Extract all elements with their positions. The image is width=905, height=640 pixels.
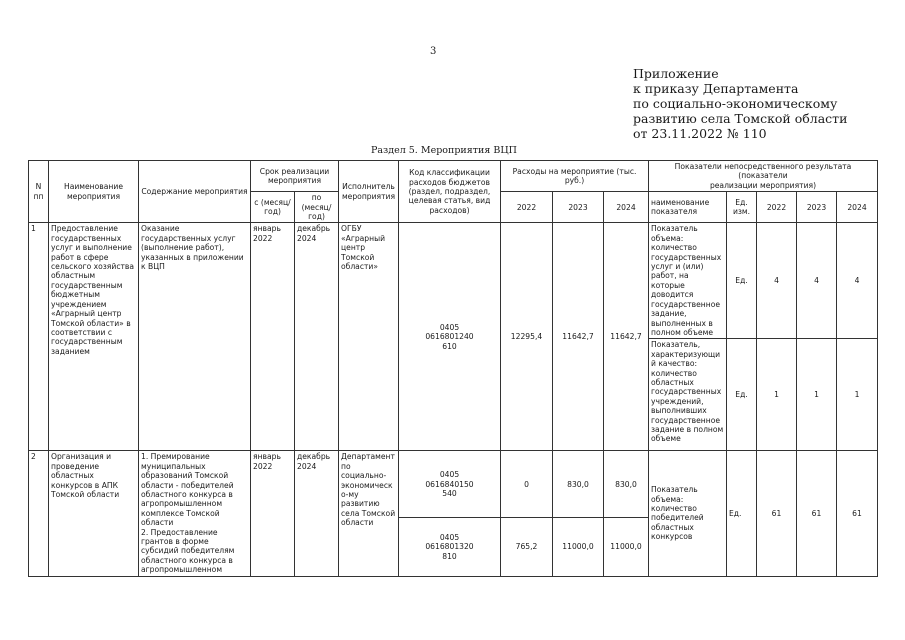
header-ind-2022: 2022 [757,192,797,223]
row1-executor: ОГБУ «Аграрный центр Томской области» [339,223,399,451]
table-row [29,451,878,518]
row1-ind1-unit: Ед. [727,223,757,339]
row2-content-item: 1. Премирование муниципальных образований Томской области - победителей областного конкурса в агропромышленном комплексе Томской области [141,452,234,528]
row2-name: Организация и проведение областных конкурсов в АПК Томской области [49,451,139,576]
row1-ind2-unit: Ед. [727,339,757,451]
row1-exp-2024: 11642,7 [604,223,649,451]
page-number: 3 [430,46,437,57]
row1-code: 0405 0616801240 610 [399,223,501,451]
appendix-line: Приложение [633,66,719,81]
row2-from: январь 2022 [251,451,295,576]
row2-exp-b-2024: 11000,0 [604,518,649,576]
row2-executor: Департамент по социально-экономическо-му развитию села Томской области [339,451,399,576]
section-title: Раздел 5. Мероприятия ВЦП [371,145,517,156]
appendix-line: к приказу Департамента [633,81,799,96]
row1-ind1-2022: 4 [757,223,797,339]
row2-num: 2 [29,451,49,576]
header-indicator-name: наименование показателя [649,192,727,223]
row2-exp-b-2023: 11000,0 [553,518,604,576]
row2-content [139,451,251,576]
header-unit: Ед. изм. [727,192,757,223]
row2-ind-2024: 61 [837,451,878,576]
activities-table [28,160,878,577]
appendix-line: от 23.11.2022 № 110 [633,126,767,141]
header-period-to: по (месяц/ год) [295,192,339,223]
header-year-2023: 2023 [553,192,604,223]
header-name: Наименование мероприятия [49,161,139,223]
row2-exp-a-2022: 0 [501,451,553,518]
row1-ind2-2022: 1 [757,339,797,451]
header-expenses: Расходы на мероприятие (тыс. руб.) [501,161,649,192]
appendix-line: по социально-экономическому [633,96,838,111]
header-content: Содержание мероприятия [139,161,251,223]
header-ind-2023: 2023 [797,192,837,223]
header-indicators: Показатели непосредственного результата (показатели реализации мероприятия) [649,161,878,192]
appendix-block [633,66,847,141]
header-code: Код классификации расходов бюджетов (раздел, подраздел, целевая статья, вид расходов) [399,161,501,223]
row2-exp-a-2024: 830,0 [604,451,649,518]
header-executor: Исполнитель мероприятия [339,161,399,223]
table-row [29,223,878,339]
row1-ind1-2023: 4 [797,223,837,339]
row1-exp-2023: 11642,7 [553,223,604,451]
row2-exp-a-2023: 830,0 [553,451,604,518]
row2-content-item: 2. Предоставление грантов в форме субсидий победителям областного конкурса в агропромышленном [141,527,235,575]
row1-content: Оказание государственных услуг (выполнение работ), указанных в приложении к ВЦП [139,223,251,451]
row1-num: 1 [29,223,49,451]
row1-ind2-2023: 1 [797,339,837,451]
row1-ind2-2024: 1 [837,339,878,451]
row2-ind-2022: 61 [757,451,797,576]
row1-ind1-2024: 4 [837,223,878,339]
row1-from: январь 2022 [251,223,295,451]
header-num: N пп [29,161,49,223]
row1-to: декабрь 2024 [295,223,339,451]
row2-to: декабрь 2024 [295,451,339,576]
appendix-line: развитию села Томской области [633,111,848,126]
row2-ind-name: Показатель объема: количество победителей областных конкурсов [649,451,727,576]
header-year-2022: 2022 [501,192,553,223]
row2-ind-2023: 61 [797,451,837,576]
header-ind-2024: 2024 [837,192,878,223]
header-year-2024: 2024 [604,192,649,223]
row1-name: Предоставление государственных услуг и выполнение работ в сфере сельского хозяйства областным государственным бюджетным учреждением «Аграрный центр Томской области» в соответствии с государственным заданием [49,223,139,451]
header-period-from: с (месяц/ год) [251,192,295,223]
row2-code-a: 0405 0616840150 540 [399,451,501,518]
row2-exp-b-2022: 765,2 [501,518,553,576]
row1-ind1-name: Показатель объема: количество государственных услуг и (или) работ, на которые доводится государственное задание, выполненных в полном объеме [649,223,727,339]
row2-ind-unit: Ед. [727,451,757,576]
row2-code-b: 0405 0616801320 810 [399,518,501,576]
row1-ind2-name: Показатель, характеризующий качество: количество областных государственных учреждений, выполнивших государственное задание в полном объеме [649,339,727,451]
row1-exp-2022: 12295,4 [501,223,553,451]
header-period: Срок реализации мероприятия [251,161,339,192]
